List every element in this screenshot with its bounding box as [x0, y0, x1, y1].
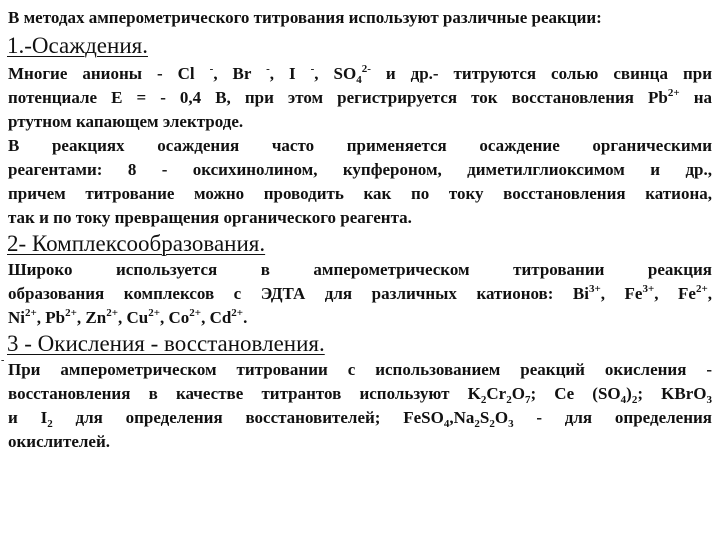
section1-p2-line2: реагентами: 8 - оксихинолином, купфероном, диметилглиоксимом и др.,: [8, 160, 712, 179]
section1-p2-line4: так и по току превращения органического реагента.: [8, 208, 412, 227]
section3-line2: восстановления в качестве титрантов используют $K_2Cr_2O_7$; Ce $(SO_4)_2$; KBrO$_3$: [8, 384, 712, 406]
section3-line4: окислителей.: [8, 432, 110, 451]
section2-line3: $Ni^{2+}$, $Pb^{2+}$, $Zn^{2+}$, $Cu^{2+}$, $Co^{2+}$, $Cd^{2+}$.: [8, 307, 248, 327]
section2-line2: образования комплексов с ЭДТА для различных катионов: $Bi^{3+}$, $Fe^{3+}$, $Fe^{2+}$,: [8, 283, 712, 303]
section1-p1-line1: Многие анионы - Cl -, Br -, I -, $SO_4^{2-}$ и др.- титруются солью свинца при: [8, 63, 712, 86]
intro-line: В методах амперометрического титрования используют различные реакции:: [8, 8, 602, 27]
section3-line3: и $I_2$ для определения восстановителей; $FeSO_4,Na_2S_2O_3$ - для определения: [8, 408, 712, 430]
section3-line1: При амперометрическом титровании с использованием реакций окисления -: [8, 360, 712, 379]
section1-p1-line2: потенциале Е = - 0,4 В, при этом регистрируется ток восстановления $Pb^{2+}$ на: [8, 87, 713, 107]
section3-title: 3 - Окисления - восстановления.: [7, 331, 325, 356]
section1-p2-line1: В реакциях осаждения часто применяется осаждение органическими: [8, 136, 712, 155]
bullet-mark: -: [1, 355, 5, 366]
section2-line1: Широко используется в амперометрическом титровании реакция: [8, 260, 712, 279]
section1-p2-line3: причем титрование можно проводить как по току восстановления катиона,: [8, 184, 712, 203]
section2-title: 2- Комплексообразования.: [7, 231, 266, 256]
section1-p1-line3: ртутном капающем электроде.: [8, 112, 244, 131]
section1-title: 1.-Осаждения.: [7, 33, 148, 58]
